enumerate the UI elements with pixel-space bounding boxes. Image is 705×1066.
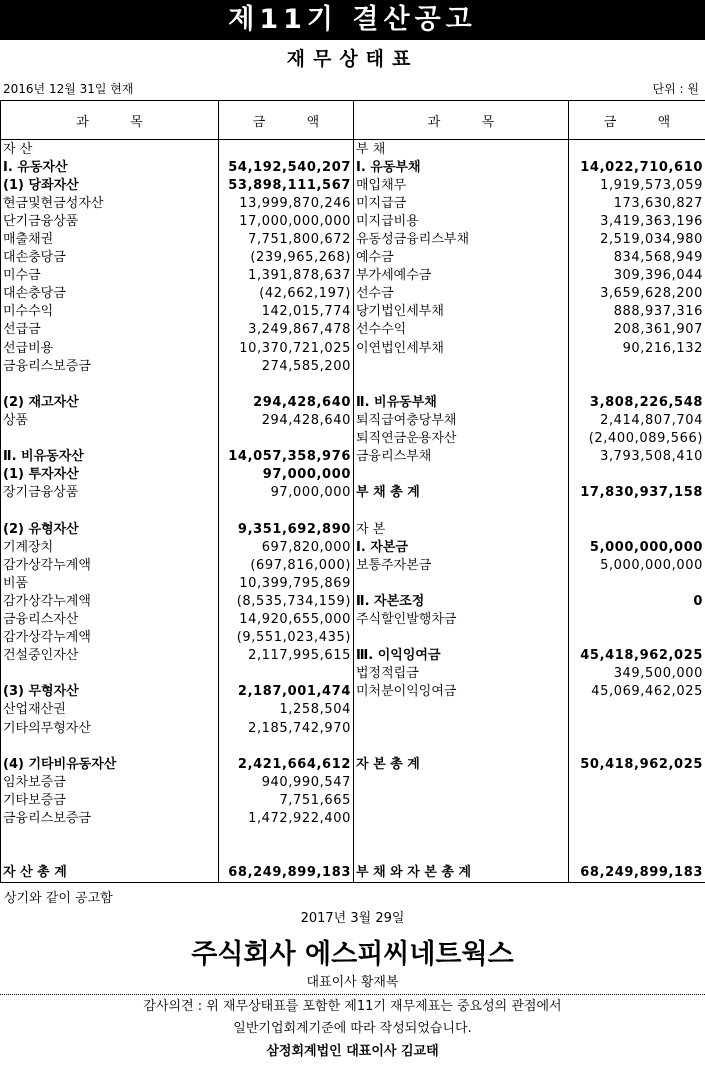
asset-amount-cell: (9,551,023,435) [219, 629, 354, 647]
liability-equity-account-cell: 주식할인발행차금 [354, 610, 569, 628]
asset-amount-cell: 10,370,721,025 [219, 339, 354, 357]
liability-equity-amount-cell [569, 502, 705, 520]
liability-equity-amount-cell: 68,249,899,183 [569, 864, 705, 883]
asset-account-cell [1, 846, 219, 864]
liability-equity-account-cell: 미처분이익잉여금 [354, 683, 569, 701]
liability-equity-account-cell [354, 846, 569, 864]
asset-amount-cell [219, 828, 354, 846]
asset-amount-cell: 294,428,640 [219, 393, 354, 411]
asset-account-cell: 선급금 [1, 321, 219, 339]
asset-amount-cell: 14,920,655,000 [219, 610, 354, 628]
liability-equity-amount-cell [569, 846, 705, 864]
liability-equity-amount-cell: 0 [569, 592, 705, 610]
asset-amount-cell: 10,399,795,869 [219, 574, 354, 592]
representative: 대표이사 황재복 [306, 975, 399, 990]
table-row [1, 520, 705, 538]
liability-equity-amount-cell [569, 375, 705, 393]
asset-account-cell [1, 737, 219, 755]
table-row [1, 194, 705, 212]
liability-equity-amount-cell: 17,830,937,158 [569, 484, 705, 502]
asset-amount-cell: 1,472,922,400 [219, 809, 354, 827]
liability-equity-amount-cell: 888,937,316 [569, 303, 705, 321]
asset-account-cell: 선급비용 [1, 339, 219, 357]
liability-equity-account-cell: 부 채 [354, 140, 569, 159]
table-row [1, 357, 705, 375]
asset-account-cell: 자 산 [1, 140, 219, 159]
table-row [1, 828, 705, 846]
liability-equity-account-cell: 부 채 총 계 [354, 484, 569, 502]
table-row [1, 683, 705, 701]
liability-equity-amount-cell [569, 828, 705, 846]
asset-account-cell: (3) 무형자산 [1, 683, 219, 701]
table-row [1, 773, 705, 791]
table-row [1, 267, 705, 285]
asset-account-cell: (4) 기타비유동자산 [1, 755, 219, 773]
asset-account-cell: 기타의무형자산 [1, 719, 219, 737]
liability-equity-account-cell [354, 701, 569, 719]
asset-amount-cell: 7,751,665 [219, 791, 354, 809]
asset-account-cell: 대손충당금 [1, 249, 219, 267]
table-row [1, 339, 705, 357]
liability-equity-account-cell: 유동성금융리스부채 [354, 230, 569, 248]
asset-amount-cell [219, 665, 354, 683]
asset-account-cell: 감가상각누계액 [1, 629, 219, 647]
asset-account-cell: 자 산 총 계 [1, 864, 219, 883]
table-row [1, 176, 705, 194]
asset-amount-cell: 940,990,547 [219, 773, 354, 791]
liability-equity-amount-cell: 50,418,962,025 [569, 755, 705, 773]
asset-account-cell: 감가상각누계액 [1, 592, 219, 610]
asset-amount-cell: 2,185,742,970 [219, 719, 354, 737]
liability-equity-amount-cell: 173,630,827 [569, 194, 705, 212]
asset-amount-cell: 294,428,640 [219, 411, 354, 429]
asset-account-cell [1, 828, 219, 846]
table-row [1, 864, 705, 883]
asset-amount-cell: 7,751,800,672 [219, 230, 354, 248]
liability-equity-account-cell: 퇴직급여충당부채 [354, 411, 569, 429]
liability-equity-account-cell [354, 375, 569, 393]
asset-account-cell: 매출채권 [1, 230, 219, 248]
notice-title: 제11기 결산공고 [0, 0, 705, 40]
liability-equity-account-cell: 퇴직연금운용자산 [354, 430, 569, 448]
header-account-assets: 과 목 [1, 101, 219, 140]
table-row [1, 701, 705, 719]
liability-equity-account-cell: 이연법인세부채 [354, 339, 569, 357]
table-row [1, 737, 705, 755]
table-row [1, 538, 705, 556]
liability-equity-amount-cell: 45,069,462,025 [569, 683, 705, 701]
asset-account-cell: 비품 [1, 574, 219, 592]
asset-account-cell: (1) 투자자산 [1, 466, 219, 484]
header-amount-liabilities: 금 액 [569, 101, 705, 140]
asset-account-cell: 건설중인자산 [1, 647, 219, 665]
asset-amount-cell: 2,421,664,612 [219, 755, 354, 773]
as-of-date: 2016년 12월 31일 현재 [3, 82, 134, 96]
asset-amount-cell [219, 375, 354, 393]
table-row [1, 285, 705, 303]
asset-amount-cell: 3,249,867,478 [219, 321, 354, 339]
currency-unit: 단위 : 원 [652, 82, 699, 96]
table-row [1, 158, 705, 176]
table-row [1, 321, 705, 339]
liability-equity-amount-cell [569, 719, 705, 737]
liability-equity-account-cell: 자 본 [354, 520, 569, 538]
audit-opinion-line-1: 감사의견 : 위 재무상태표를 포함한 제11기 재무제표는 중요성의 관점에서 [143, 999, 562, 1014]
table-row [1, 230, 705, 248]
table-row [1, 574, 705, 592]
liability-equity-account-cell [354, 828, 569, 846]
table-row [1, 647, 705, 665]
table-row [1, 755, 705, 773]
liability-equity-amount-cell [569, 791, 705, 809]
liability-equity-account-cell: 예수금 [354, 249, 569, 267]
asset-amount-cell [219, 846, 354, 864]
asset-amount-cell: 13,999,870,246 [219, 194, 354, 212]
liability-equity-account-cell: Ⅱ. 자본조정 [354, 592, 569, 610]
table-row [1, 610, 705, 628]
liability-equity-account-cell: 자 본 총 계 [354, 755, 569, 773]
audit-opinion-line-2: 일반기업회계기준에 따라 작성되었습니다. [233, 1021, 472, 1036]
liability-equity-account-cell: Ⅱ. 비유동부채 [354, 393, 569, 411]
asset-account-cell: Ⅰ. 유동자산 [1, 158, 219, 176]
table-row [1, 791, 705, 809]
liability-equity-account-cell [354, 737, 569, 755]
asset-account-cell: (1) 당좌자산 [1, 176, 219, 194]
asset-account-cell: 임차보증금 [1, 773, 219, 791]
liability-equity-account-cell: 매입채무 [354, 176, 569, 194]
liability-equity-account-cell [354, 357, 569, 375]
asset-amount-cell [219, 430, 354, 448]
liability-equity-account-cell: 보통주자본금 [354, 556, 569, 574]
asset-amount-cell: 2,117,995,615 [219, 647, 354, 665]
liability-equity-amount-cell: 2,519,034,980 [569, 230, 705, 248]
table-row [1, 556, 705, 574]
liability-equity-amount-cell: 5,000,000,000 [569, 538, 705, 556]
liability-equity-amount-cell: 2,414,807,704 [569, 411, 705, 429]
liability-equity-amount-cell [569, 357, 705, 375]
asset-amount-cell: 68,249,899,183 [219, 864, 354, 883]
asset-amount-cell: (42,662,197) [219, 285, 354, 303]
liability-equity-amount-cell [569, 610, 705, 628]
asset-account-cell [1, 430, 219, 448]
asset-account-cell: (2) 재고자산 [1, 393, 219, 411]
asset-account-cell: 미수금 [1, 267, 219, 285]
liability-equity-amount-cell: 3,659,628,200 [569, 285, 705, 303]
asset-account-cell [1, 502, 219, 520]
table-row [1, 502, 705, 520]
liability-equity-account-cell: 미지급비용 [354, 212, 569, 230]
asset-account-cell: 금융리스보증금 [1, 357, 219, 375]
table-row [1, 411, 705, 429]
table-row [1, 140, 705, 159]
asset-amount-cell: 97,000,000 [219, 484, 354, 502]
auditor-name: 삼정회계법인 대표이사 김교태 [266, 1044, 439, 1059]
table-row [1, 719, 705, 737]
liability-equity-amount-cell: 309,396,044 [569, 267, 705, 285]
asset-account-cell: (2) 유형자산 [1, 520, 219, 538]
asset-amount-cell [219, 140, 354, 159]
liability-equity-amount-cell [569, 737, 705, 755]
liability-equity-account-cell: 금융리스부채 [354, 448, 569, 466]
liability-equity-amount-cell [569, 629, 705, 647]
liability-equity-amount-cell: (2,400,089,566) [569, 430, 705, 448]
liability-equity-amount-cell: 14,022,710,610 [569, 158, 705, 176]
table-row [1, 375, 705, 393]
liability-equity-amount-cell [569, 574, 705, 592]
table-row [1, 484, 705, 502]
table-row [1, 212, 705, 230]
asset-account-cell: 금융리스보증금 [1, 809, 219, 827]
asset-amount-cell: 2,187,001,474 [219, 683, 354, 701]
notice-statement: 상기와 같이 공고함 [4, 891, 113, 906]
liability-equity-amount-cell [569, 809, 705, 827]
asset-amount-cell [219, 502, 354, 520]
liability-equity-account-cell: 선수금 [354, 285, 569, 303]
asset-amount-cell: 14,057,358,976 [219, 448, 354, 466]
asset-amount-cell: 17,000,000,000 [219, 212, 354, 230]
liability-equity-account-cell [354, 502, 569, 520]
asset-account-cell: 미수수익 [1, 303, 219, 321]
liability-equity-amount-cell: 90,216,132 [569, 339, 705, 357]
liability-equity-amount-cell: 45,418,962,025 [569, 647, 705, 665]
asset-account-cell: 기타보증금 [1, 791, 219, 809]
table-row [1, 393, 705, 411]
asset-amount-cell: 9,351,692,890 [219, 520, 354, 538]
table-header-row [1, 101, 705, 140]
dotted-divider [0, 994, 705, 995]
liability-equity-account-cell: 미지급금 [354, 194, 569, 212]
liability-equity-amount-cell [569, 520, 705, 538]
asset-amount-cell: 1,391,878,637 [219, 267, 354, 285]
asset-account-cell: 감가상각누계액 [1, 556, 219, 574]
liability-equity-account-cell: 선수수익 [354, 321, 569, 339]
asset-amount-cell: 142,015,774 [219, 303, 354, 321]
liability-equity-amount-cell [569, 701, 705, 719]
liability-equity-account-cell [354, 466, 569, 484]
liability-equity-account-cell: Ⅰ. 유동부채 [354, 158, 569, 176]
table-row [1, 430, 705, 448]
liability-equity-amount-cell: 5,000,000,000 [569, 556, 705, 574]
liability-equity-account-cell: 부가세예수금 [354, 267, 569, 285]
liability-equity-amount-cell: 349,500,000 [569, 665, 705, 683]
company-name: 주식회사 에스피씨네트웍스 [191, 939, 514, 970]
asset-account-cell [1, 665, 219, 683]
table-row [1, 466, 705, 484]
liability-equity-account-cell [354, 791, 569, 809]
table-row [1, 592, 705, 610]
asset-account-cell: Ⅱ. 비유동자산 [1, 448, 219, 466]
date-unit-line [0, 80, 705, 98]
statement-title: 재무상태표 [286, 48, 419, 70]
liability-equity-amount-cell: 3,808,226,548 [569, 393, 705, 411]
liability-equity-account-cell [354, 629, 569, 647]
asset-amount-cell: 97,000,000 [219, 466, 354, 484]
liability-equity-amount-cell [569, 773, 705, 791]
table-row [1, 846, 705, 864]
asset-amount-cell: (239,965,268) [219, 249, 354, 267]
liability-equity-amount-cell: 208,361,907 [569, 321, 705, 339]
asset-account-cell: 대손충당금 [1, 285, 219, 303]
asset-amount-cell: 53,898,111,567 [219, 176, 354, 194]
liability-equity-amount-cell [569, 140, 705, 159]
balance-sheet-table [0, 100, 705, 883]
liability-equity-account-cell [354, 574, 569, 592]
table-row [1, 629, 705, 647]
publish-date: 2017년 3월 29일 [300, 911, 405, 926]
table-row [1, 249, 705, 267]
liability-equity-amount-cell [569, 466, 705, 484]
header-account-liabilities: 과 목 [354, 101, 569, 140]
asset-amount-cell: (8,535,734,159) [219, 592, 354, 610]
asset-account-cell: 상품 [1, 411, 219, 429]
table-row [1, 665, 705, 683]
asset-account-cell [1, 375, 219, 393]
asset-amount-cell: 274,585,200 [219, 357, 354, 375]
liability-equity-amount-cell: 1,919,573,059 [569, 176, 705, 194]
liability-equity-account-cell [354, 719, 569, 737]
liability-equity-account-cell: Ⅰ. 자본금 [354, 538, 569, 556]
asset-amount-cell [219, 737, 354, 755]
table-row [1, 809, 705, 827]
liability-equity-account-cell: 당기법인세부채 [354, 303, 569, 321]
asset-amount-cell: (697,816,000) [219, 556, 354, 574]
liability-equity-amount-cell: 3,419,363,196 [569, 212, 705, 230]
asset-account-cell: 단기금융상품 [1, 212, 219, 230]
table-row [1, 303, 705, 321]
liability-equity-account-cell [354, 809, 569, 827]
liability-equity-account-cell [354, 773, 569, 791]
header-amount-assets: 금 액 [219, 101, 354, 140]
liability-equity-amount-cell: 834,568,949 [569, 249, 705, 267]
liability-equity-account-cell: 법정적립금 [354, 665, 569, 683]
asset-account-cell: 금융리스자산 [1, 610, 219, 628]
asset-amount-cell: 54,192,540,207 [219, 158, 354, 176]
liability-equity-account-cell: Ⅲ. 이익잉여금 [354, 647, 569, 665]
asset-account-cell: 장기금융상품 [1, 484, 219, 502]
asset-amount-cell: 697,820,000 [219, 538, 354, 556]
liability-equity-account-cell: 부 채 와 자 본 총 계 [354, 864, 569, 883]
asset-account-cell: 현금및현금성자산 [1, 194, 219, 212]
table-row [1, 448, 705, 466]
asset-account-cell: 기계장치 [1, 538, 219, 556]
asset-amount-cell: 1,258,504 [219, 701, 354, 719]
asset-account-cell: 산업재산권 [1, 701, 219, 719]
liability-equity-amount-cell: 3,793,508,410 [569, 448, 705, 466]
